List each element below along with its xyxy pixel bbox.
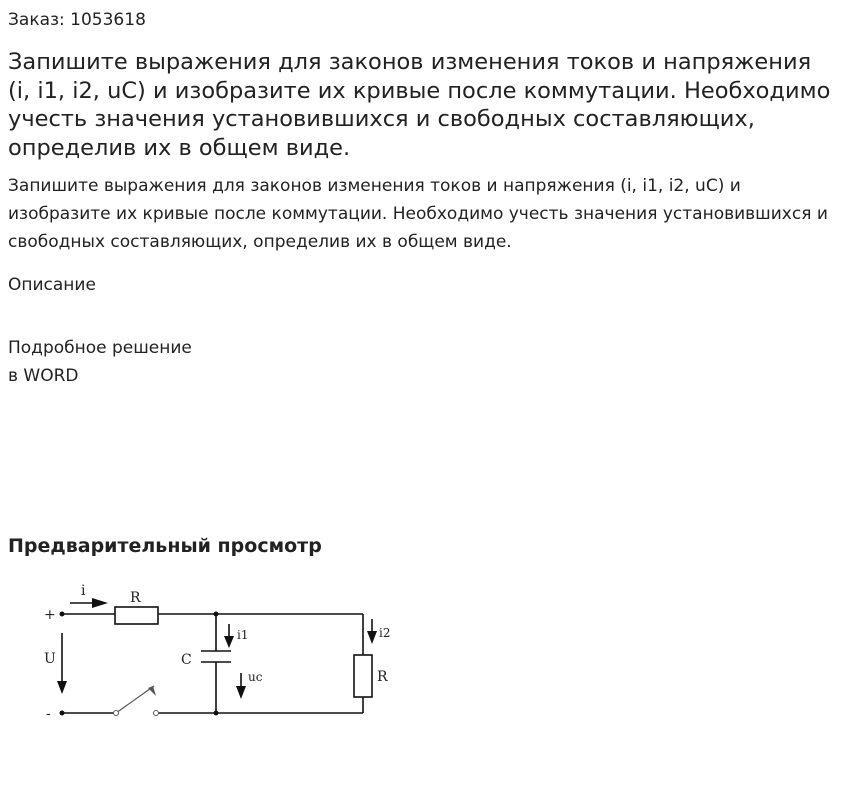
switch-arrowhead [148, 686, 156, 696]
label-u: U [44, 651, 56, 667]
description-body [8, 334, 192, 390]
order-number: Заказ: 1053618 [8, 10, 146, 30]
label-c: C [181, 652, 192, 668]
page-title: Запишите выражения для законов изменения токов и напряжения (i, i1, i2, uC) и изобразите их кривые после коммутации. Необходимо учесть значения установившихся и свободных составляющих, определив их в общем виде. [8, 49, 831, 161]
current-i-arrowhead [92, 598, 108, 608]
node-bottom [214, 711, 219, 716]
label-minus: - [46, 706, 51, 722]
current-i2-arrowhead [367, 631, 377, 644]
resistor-r2 [354, 655, 372, 697]
label-i2: i2 [379, 626, 391, 640]
switch-lever [116, 686, 154, 713]
terminal-plus [60, 612, 65, 617]
terminal-minus [60, 711, 65, 716]
preview-title: Предварительный просмотр [8, 535, 322, 557]
description-line: Подробное решение [8, 338, 192, 358]
label-plus: + [44, 607, 56, 623]
label-r2: R [377, 669, 388, 685]
description-line: в WORD [8, 366, 79, 386]
label-i1: i1 [237, 628, 249, 642]
label-r1: R [130, 590, 141, 606]
circuit-diagram [36, 578, 396, 728]
node-top [214, 612, 219, 617]
label-uc: uc [248, 670, 263, 684]
switch-contact-right [154, 711, 159, 716]
voltage-arrowhead [57, 681, 67, 694]
voltage-uc-arrowhead [236, 686, 246, 699]
task-text: Запишите выражения для законов изменения токов и напряжения (i, i1, i2, uC) и изобразите их кривые после коммутации. Необходимо учесть значения установившихся и свободных составляющих, определив их в общем виде. [8, 176, 828, 252]
resistor-r1 [115, 607, 158, 624]
label-i: i [81, 583, 86, 599]
switch-contact-left [114, 711, 119, 716]
current-i1-arrowhead [224, 636, 234, 648]
description-label: Описание [8, 275, 96, 295]
